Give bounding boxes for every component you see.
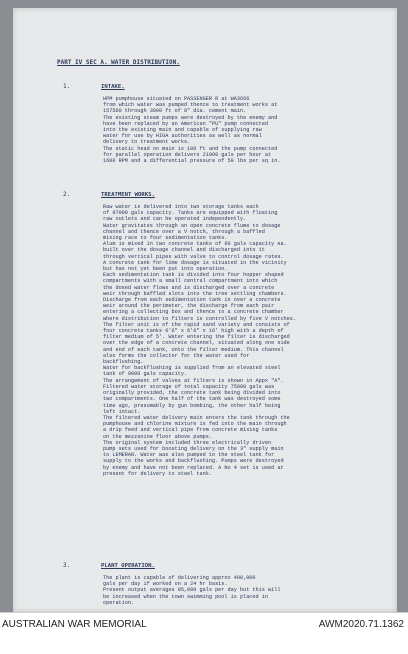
record-id: AWM2020.71.1362 [318,619,404,630]
section-1-text: HPM pumphouse situated on PASSENGER R at WA3666 from which water was pumped thence to treatment works at 157560 through 3000 ft of 8" dia. cement main. The existing steam pumps were destroyed by the enemy and have been replaced by an American "PU" pump connected into the existing main and capable of supplying raw water for use by HIGA authorities as well as normal delivery to treatment works. The static head on main is 100 ft and the pump connected for parallel operation delivers 21000 gals per hour at 1600 RPM and a differential pressure of 50 lbs per sq in. [103,96,281,165]
section-3-number: 3. [63,562,71,569]
section-2-number: 2. [63,191,71,198]
document-heading: PART IV SEC A. WATER DISTRIBUTION. [57,59,180,66]
footer-bar [0,612,408,654]
section-1-title: INTAKE. [101,84,125,90]
section-2-title: TREATMENT WORKS. [101,192,155,198]
section-1-number: 1. [63,83,71,90]
section-3-title: PLANT OPERATION. [101,563,155,569]
institution-label: AUSTRALIAN WAR MEMORIAL [2,619,147,630]
section-2-text: Raw water is delivered into two storage tanks each of 97000 gals capacity. Tanks are equipped with floating raw outlets and can be operated independently. Water gravitates through an open concrete flume to dosage channel and thence over a V notch, through a baffled mixing race to four sedimentation tanks. Alum is mixed in two concrete tanks of 60 gals capacity ea. built over the dosage channel and discharged into it through vertical pipes with valve to control dosage rates. A concrete tank for lime dosage is situated in the vicinity but has not yet been put into operation. Each sedimentation tank is divided into four hopper shaped compartments with a small central compartment into which the dosed water flows and is discharged over a concrete weir through baffled slots into the tree settling chambers. Discharge from each sedimentation tank is over a concrete weir around the perimeter, the discharge from each pair entering a collecting box and thence to a concrete chamber where distribution to filters is controlled by five V notches. The filter unit is of the rapid sand variety and consists of four concrete tanks 6'6" x 6'6" x 16' high with a depth of filter medium of 5'. Water entering the filter is discharged over the edge of a concrete channel, situated along one side and end of each tank, onto the filter medium. This channel also forms the collector for the water used for backflushing. Water for backflushing is supplied from an elevated steel tank of 9000 gals capacity. The arrangement of valves at filters is shown in Appx "A". Filtered water storage of total capacity 75000 gals was originally provided, the concrete tank being divided into two compartments. One half of the tank was destroyed some time ago, presumably by gun bombing, the other half being left intact. The filtered water delivery main enters the tank through the pumphouse and chlorine mixture is fed into the main through a drip feed and vertical pipe from concrete mixing tanks on the mezzanine floor above pumps. The original system included three electrically driven pump sets used for boosting delivery on the 3" supply main to LEMERAN. Water was also pumped to the steel tank for supply to the works and backflushing. Pumps were destroyed by enemy and have not been replaced. A No 4 set is used at present for delivery to steel tank. [103,204,297,477]
section-3-text: The plant is capable of delivering approx 400,000 gals per day if worked on a 24 hr basis. Present output averages 95,000 gals per day but this will be increased when the town swimming pool is placed in operation. [103,575,281,606]
document-page [13,8,397,612]
